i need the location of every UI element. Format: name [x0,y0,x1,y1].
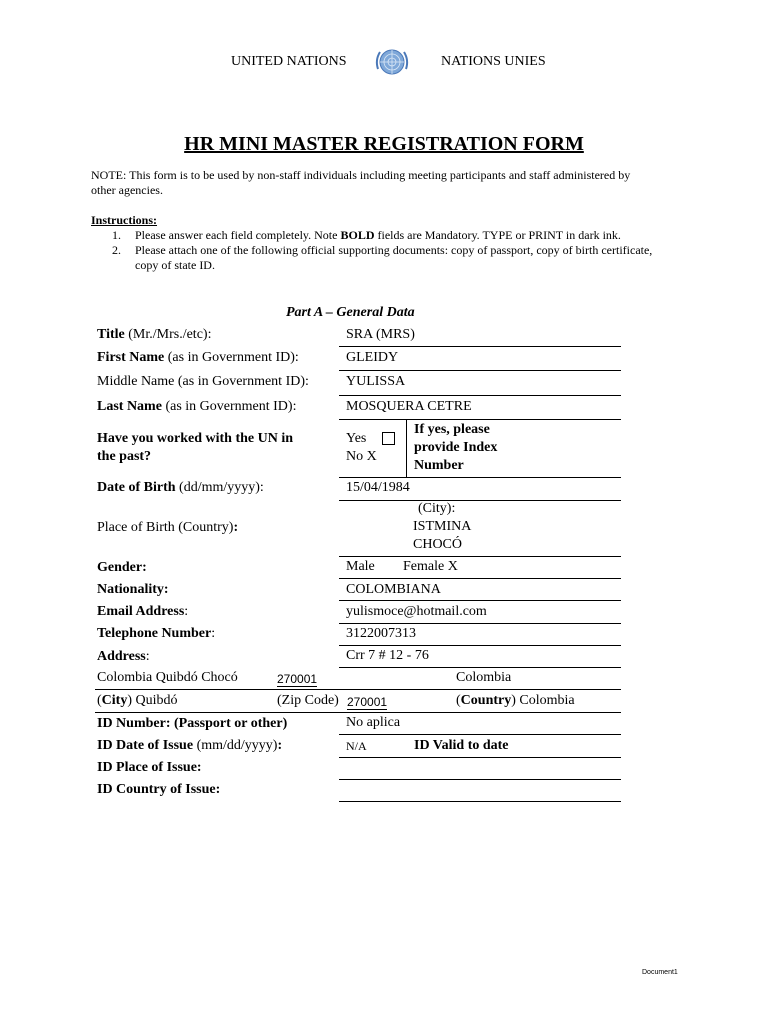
email-underline [339,623,621,624]
pob-city-line-1[interactable]: ISTMINA [413,519,472,534]
pob-underline [339,556,621,557]
id-place-underline[interactable] [339,779,621,780]
un-emblem-icon [372,45,412,81]
instruction-1-post: fields are Mandatory. TYPE or PRINT in dark ink. [374,228,621,242]
instructions-heading: Instructions: [91,213,158,227]
zip-value[interactable]: 270001 [347,695,388,709]
index-number-label-line-1: If yes, please [414,422,490,437]
gender-label: Gender: [97,560,147,575]
first-name-value[interactable]: GLEIDY [346,350,399,365]
title-value[interactable]: SRA (MRS) [346,327,415,342]
last-name-label: Last Name (as in Government ID): [97,399,297,414]
nationality-label: Nationality: [97,582,169,597]
address-label: Address: [97,649,150,664]
id-valid-label: ID Valid to date [414,738,509,753]
middle-name-label: Middle Name (as in Government ID): [97,374,309,389]
id-date-underline [339,757,621,758]
address-line-2-left[interactable]: Colombia Quibdó Chocó [97,670,238,685]
index-number-label-line-3: Number [414,458,464,473]
country-value[interactable]: Colombia [519,693,575,708]
title-underline [339,346,621,347]
country-field: (Country) Colombia [456,693,575,708]
address-line-2-country[interactable]: Colombia [456,670,512,685]
city-field: (City) Quibdó [97,693,178,708]
worked-un-no-label[interactable]: No X [346,449,377,464]
last-name-value[interactable]: MOSQUERA CETRE [346,399,472,414]
id-number-underline [339,734,621,735]
address-value[interactable]: Crr 7 # 12 - 76 [346,648,429,663]
part-a-heading: Part A – General Data [286,305,415,320]
instruction-1-pre: Please answer each field completely. Note [135,228,341,242]
phone-value[interactable]: 3122007313 [346,626,416,641]
worked-un-yes-checkbox[interactable] [382,432,395,445]
index-number-label-line-2: provide Index [414,440,498,455]
phone-underline [339,645,621,646]
note-line-2: other agencies. [91,183,163,197]
index-number-divider [406,420,407,477]
header-left: UNITED NATIONS [231,54,347,69]
dob-value[interactable]: 15/04/1984 [346,480,410,495]
id-place-label: ID Place of Issue: [97,760,202,775]
id-number-value[interactable]: No aplica [346,715,401,730]
worked-un-underline [339,477,621,478]
zip-label: (Zip Code) [277,693,339,708]
instruction-1-bold: BOLD [340,228,375,242]
middle-name-underline [339,395,621,396]
nationality-underline [339,600,621,601]
pob-label: Place of Birth (Country): [97,520,239,535]
last-name-underline [339,419,621,420]
instruction-2-line-1: Please attach one of the following official supporting documents: copy of passport, copy of birth certificate, [135,243,653,257]
email-label: Email Address: [97,604,189,619]
id-country-label: ID Country of Issue: [97,782,221,797]
worked-un-label-line-1: Have you worked with the UN in [97,431,294,446]
id-number-label: ID Number: (Passport or other) [97,716,288,731]
phone-label: Telephone Number: [97,626,216,641]
instruction-2-line-2: copy of state ID. [135,258,215,272]
worked-un-yes-label: Yes [346,431,367,446]
pob-city-line-2[interactable]: CHOCÓ [413,537,463,552]
city-row-underline [95,712,621,713]
pob-city-label: (City): [418,501,456,516]
dob-underline [339,500,621,501]
first-name-underline [339,370,621,371]
instruction-2-number: 2. [112,243,121,257]
id-date-label: ID Date of Issue (mm/dd/yyyy): [97,738,283,753]
address-line-2-underline [95,689,621,690]
header-right: NATIONS UNIES [441,54,546,69]
email-value[interactable]: yulismoce@hotmail.com [346,604,487,619]
instruction-1 [135,228,621,243]
first-name-label: First Name (as in Government ID): [97,350,299,365]
id-date-value[interactable]: N/A [346,739,367,753]
gender-male[interactable]: Male [346,559,375,574]
instruction-1-number: 1. [112,228,121,242]
gender-underline [339,578,621,579]
middle-name-value[interactable]: YULISSA [346,374,406,389]
gender-female[interactable]: Female X [403,559,458,574]
city-value[interactable]: Quibdó [135,693,178,708]
note-line-1: NOTE: This form is to be used by non-staff individuals including meeting participants and staff administered by [91,168,631,182]
dob-label: Date of Birth (dd/mm/yyyy): [97,480,264,495]
address-underline [339,667,621,668]
footer-doc-name: Document1 [642,969,678,976]
id-country-underline[interactable] [339,801,621,802]
title-label: Title (Mr./Mrs./etc): [97,327,212,342]
nationality-value[interactable]: COLOMBIANA [346,582,441,597]
worked-un-label-line-2: the past? [97,449,152,464]
address-line-2-zip[interactable]: 270001 [277,672,318,686]
form-title: HR MINI MASTER REGISTRATION FORM [184,133,584,155]
